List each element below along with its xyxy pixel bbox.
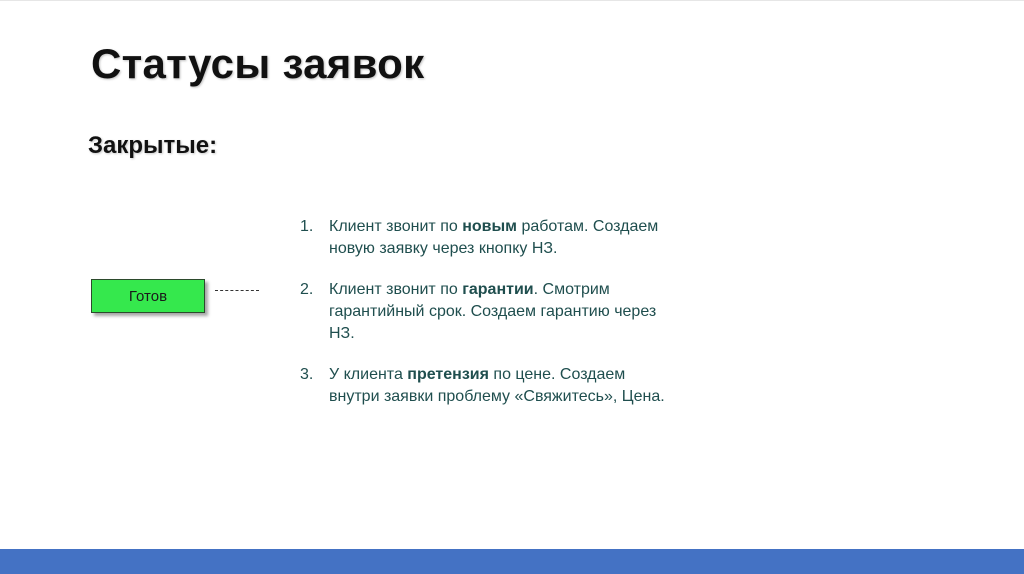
status-box-label: Готов	[128, 287, 168, 305]
list-item	[300, 216, 680, 260]
step-keyword: гарантии	[462, 281, 534, 298]
step-text: Клиент звонит по гарантии. Смотрим гарантийный срок. Создаем гарантию через НЗ.	[329, 281, 657, 342]
top-divider	[0, 0, 1024, 1]
bottom-accent-bar	[0, 549, 1024, 574]
list-item	[300, 279, 680, 345]
step-text: У клиента претензия по цене. Создаем внутри заявки проблему «Свяжитесь», Цена.	[329, 366, 665, 405]
step-text: Клиент звонит по новым работам. Создаем новую заявку через кнопку НЗ.	[329, 218, 659, 257]
dashed-connector	[215, 290, 259, 291]
section-subtitle: Закрытые:	[88, 132, 218, 159]
step-number: 2.	[300, 281, 314, 298]
status-box-ready	[91, 279, 205, 313]
page-title: Статусы заявок	[91, 40, 425, 87]
list-item	[300, 364, 680, 408]
step-number: 3.	[300, 366, 314, 383]
step-number: 1.	[300, 218, 314, 235]
steps-list	[300, 216, 680, 427]
step-keyword: претензия	[407, 366, 489, 383]
step-keyword: новым	[462, 218, 517, 235]
